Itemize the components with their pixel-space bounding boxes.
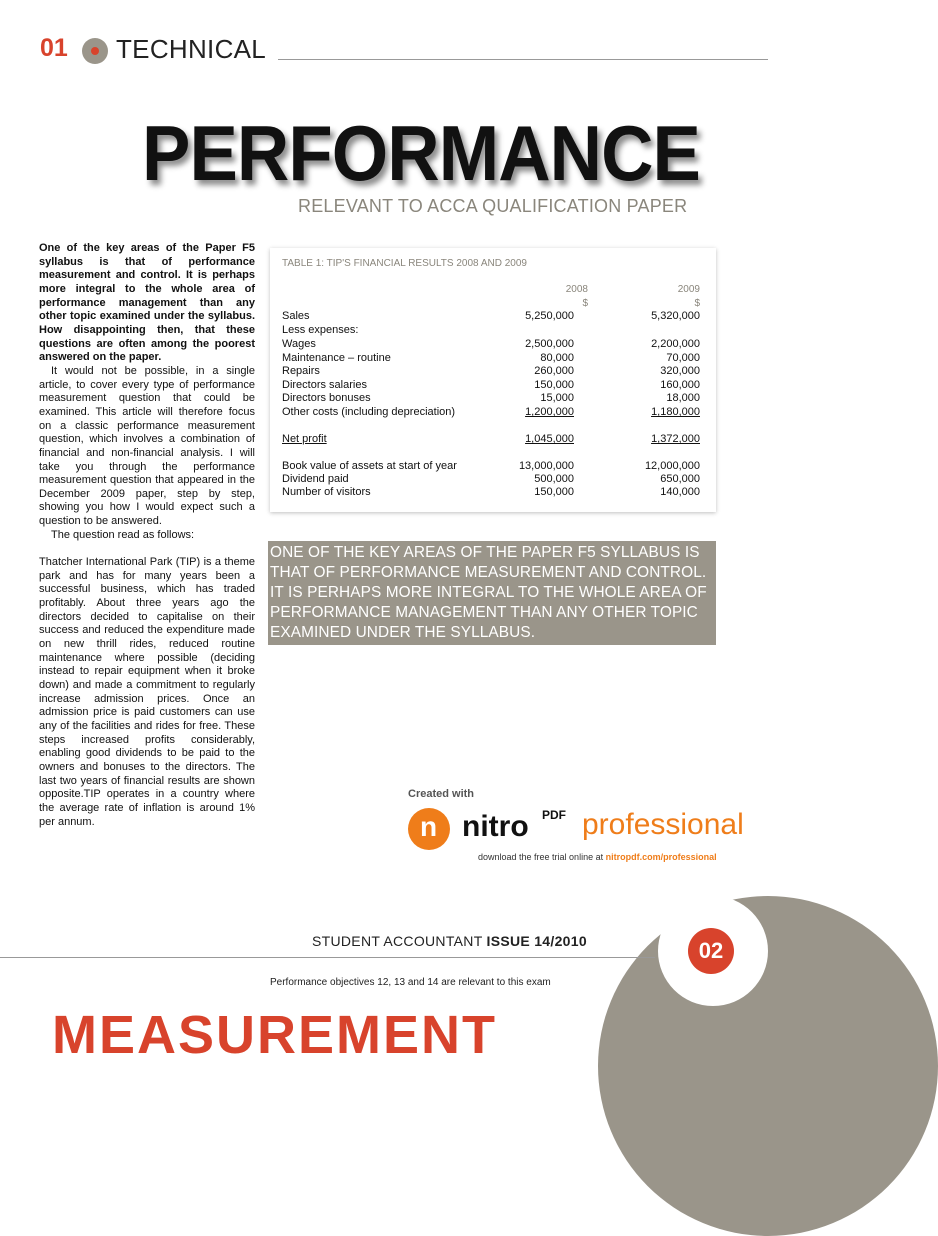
- row-value-2008: 5,250,000: [525, 310, 574, 322]
- body-paragraph-3: Thatcher International Park (TIP) is a theme park and has for many years been a successful business, which has traded profitably. About three years ago the directors decided to capitalise on their success and reduced the expenditure made on new thrill rides, reduced routine maintenance where possible (deciding instead to repair equipment when it broke down) and made a commitment to regularly increase admission prices. Once an admission price is paid customers can use any of the facilities and rides for free. These steps increased profits considerably, enabling good dividends to be paid to the owners and bonuses to the directors. The last two years of financial results are shown opposite.TIP operates in a country where the average rate of inflation is around 1% per annum.: [39, 556, 255, 828]
- footer-decoration: [598, 896, 938, 1236]
- row-value-2008: 1,045,000: [525, 433, 574, 445]
- row-value-2008: 260,000: [534, 365, 574, 377]
- row-value-2008: 150,000: [534, 486, 574, 498]
- row-label: Other costs (including depreciation): [282, 406, 456, 418]
- row-label: Directors salaries: [282, 379, 367, 391]
- row-value-2009: 650,000: [660, 473, 700, 485]
- row-label: Wages: [282, 338, 316, 350]
- row-label: Dividend paid: [282, 473, 349, 485]
- nitro-brand-superscript: PDF: [542, 808, 566, 822]
- table-row: [282, 460, 702, 474]
- row-label: Repairs: [282, 365, 320, 377]
- header-divider: [278, 59, 768, 60]
- row-value-2008: 15,000: [540, 392, 574, 404]
- body-paragraph-2: The question read as follows:: [51, 528, 195, 541]
- pull-quote: [268, 541, 716, 645]
- magazine-title: STUDENT ACCOUNTANT: [312, 933, 487, 949]
- nitro-download-text: download the free trial online at: [478, 852, 606, 862]
- row-value-2009: 140,000: [660, 486, 700, 498]
- row-value-2009: 5,320,000: [651, 310, 700, 322]
- table-row: [282, 392, 702, 406]
- nitro-download-line: [478, 852, 717, 862]
- financial-results-table: [270, 248, 716, 512]
- table-row: [282, 473, 702, 487]
- table-row: [282, 365, 702, 379]
- nitro-logo-icon: [408, 808, 450, 850]
- table-row: [282, 310, 702, 324]
- footer-divider: [0, 957, 655, 958]
- table-row: [282, 379, 702, 393]
- target-icon: [82, 38, 108, 64]
- magazine-name: [312, 933, 587, 949]
- table-row: [282, 324, 702, 338]
- pull-quote-text: ONE OF THE KEY AREAS OF THE PAPER F5 SYLLABUS IS THAT OF PERFORMANCE MEASUREMENT AND CONTROL. IT IS PERHAPS MORE INTEGRAL TO THE WHOLE AREA OF PERFORMANCE MANAGEMENT THAN ANY OTHER TOPIC EXAMINED UNDER THE SYLLABUS.: [270, 544, 707, 641]
- row-value-2009: 1,180,000: [651, 406, 700, 418]
- row-value-2009: 1,372,000: [651, 433, 700, 445]
- row-value-2008: 150,000: [534, 379, 574, 391]
- nitro-download-link[interactable]: nitropdf.com/professional: [605, 852, 717, 862]
- row-value-2008: 13,000,000: [518, 460, 574, 472]
- next-page-title-text: MEASUREMENT: [52, 1005, 498, 1065]
- nitro-product: professional: [582, 808, 744, 841]
- row-label: Book value of assets at start of year: [282, 460, 457, 472]
- row-value-2009: 2,200,000: [651, 338, 700, 350]
- intro-paragraph: One of the key areas of the Paper F5 syllabus is that of performance measurement and control. It is perhaps more integral to the whole area of performance management than any other topic examined under the syllabus. How disappointing then, that these questions are often among the poorest answered on the paper.: [39, 242, 255, 364]
- row-value-2009: 160,000: [660, 379, 700, 391]
- row-label: Net profit: [282, 433, 327, 445]
- table-title: TABLE 1: TIP'S FINANCIAL RESULTS 2008 AND 2009: [282, 258, 527, 269]
- page-number-badge: 02: [688, 928, 734, 974]
- row-value-2008: 1,200,000: [525, 406, 574, 418]
- row-value-2008: 500,000: [534, 473, 574, 485]
- row-label: Maintenance – routine: [282, 352, 391, 364]
- row-label: Less expenses:: [282, 324, 359, 336]
- article-title: PERFORMANCE: [142, 109, 701, 197]
- column-unit-2008: $: [582, 298, 588, 309]
- row-value-2008: 80,000: [540, 352, 574, 364]
- column-unit-2009: $: [694, 298, 700, 309]
- article-body: [39, 242, 255, 829]
- next-page-title: [52, 1005, 692, 1065]
- row-label: Directors bonuses: [282, 392, 371, 404]
- row-label: Number of visitors: [282, 486, 371, 498]
- column-header-2008: 2008: [565, 284, 588, 295]
- table-row: [282, 352, 702, 366]
- row-label: Sales: [282, 310, 310, 322]
- column-header-2009: 2009: [677, 284, 700, 295]
- article-subtitle: RELEVANT TO ACCA QUALIFICATION PAPER: [298, 196, 688, 216]
- row-value-2009: 320,000: [660, 365, 700, 377]
- table-row: [282, 433, 702, 447]
- performance-objectives-note: Performance objectives 12, 13 and 14 are relevant to this exam: [270, 977, 551, 988]
- row-value-2009: 18,000: [666, 392, 700, 404]
- issue-number: ISSUE 14/2010: [486, 933, 587, 949]
- table-row: [282, 406, 702, 420]
- table-row: [282, 486, 702, 500]
- section-label: TECHNICAL: [116, 34, 267, 64]
- section-number: 01: [40, 34, 68, 62]
- row-value-2008: 2,500,000: [525, 338, 574, 350]
- row-value-2009: 70,000: [666, 352, 700, 364]
- nitro-brand: nitro: [462, 810, 529, 843]
- table-row: [282, 338, 702, 352]
- row-value-2009: 12,000,000: [644, 460, 700, 472]
- nitro-created-with: Created with: [408, 788, 475, 800]
- body-paragraph-1: It would not be possible, in a single article, to cover every type of performance measurement question that could be examined. This article will therefore focus on a classic performance measurement question, which involves a combination of financial and non-financial analysis. I will take you through the performance measurement question that appeared in the December 2009 paper, step by step, showing you how I would expect such a question to be answered.: [39, 364, 255, 528]
